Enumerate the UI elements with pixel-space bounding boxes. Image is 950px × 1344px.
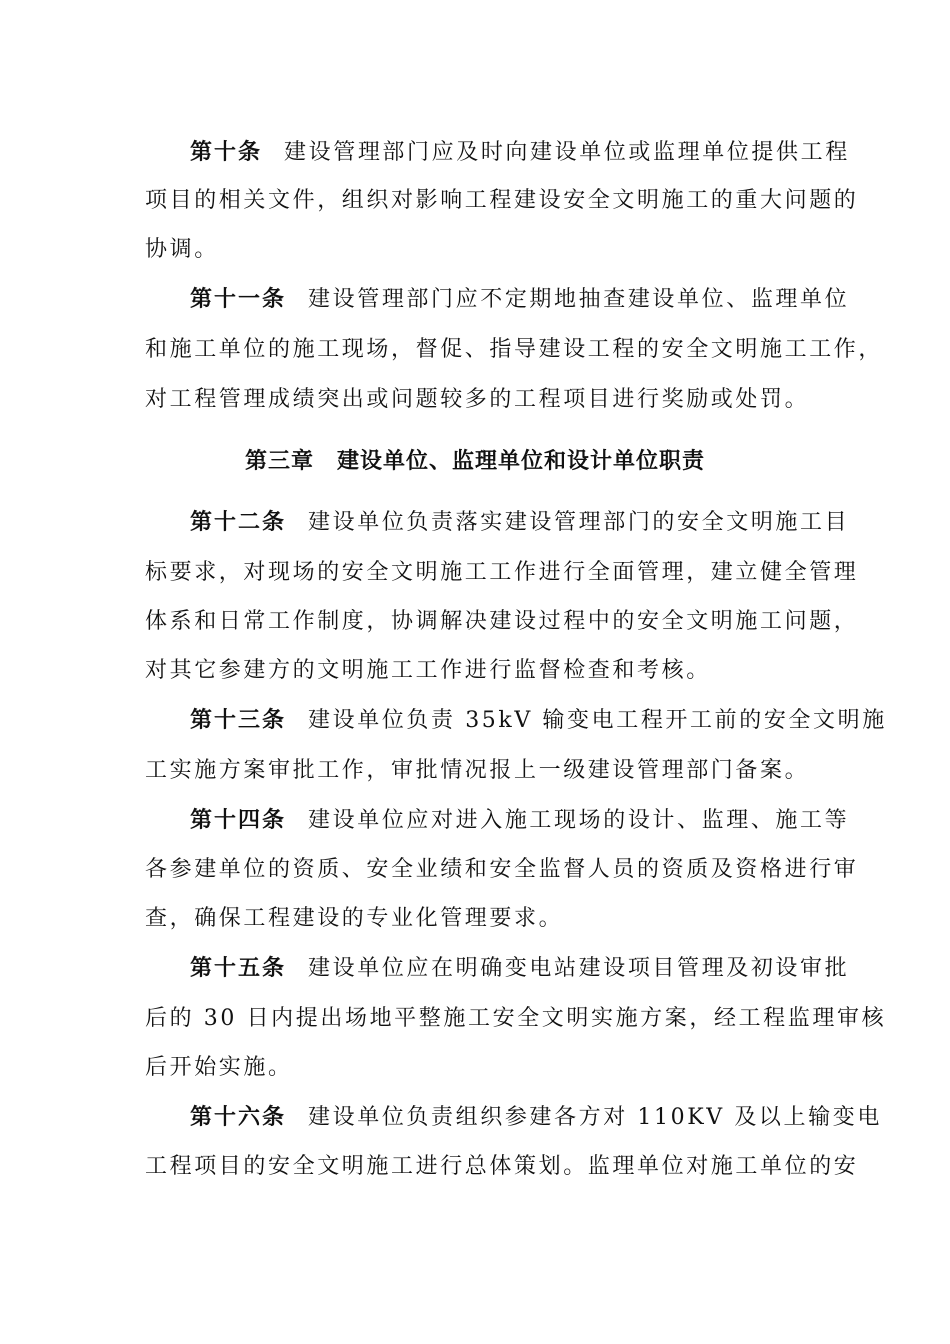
article-10-line-3: 协调。 <box>145 237 219 262</box>
article-16-line-2: 工程项目的安全文明施工进行总体策划。监理单位对施工单位的安 <box>145 1154 859 1179</box>
article-14-line-3: 查，确保工程建设的专业化管理要求。 <box>145 906 564 931</box>
article-11-line-2: 和施工单位的施工现场，督促、指导建设工程的安全文明施工工作， <box>145 337 884 362</box>
article-12-line-4: 对其它参建方的文明施工工作进行监督检查和考核。 <box>145 658 711 683</box>
article-text: 建设管理部门应及时向建设单位或监理单位提供工程 <box>284 140 850 165</box>
article-text: 建设单位负责 35kV 输变电工程开工前的安全文明施 <box>308 708 887 733</box>
article-14-line-2: 各参建单位的资质、安全业绩和安全监督人员的资质及资格进行审 <box>145 857 859 882</box>
article-10-line-1 <box>0 138 950 168</box>
article-number: 第十三条 <box>190 708 287 733</box>
article-11-line-1 <box>0 285 950 315</box>
article-number: 第十二条 <box>190 510 287 535</box>
article-10-line-2: 项目的相关文件，组织对影响工程建设安全文明施工的重大问题的 <box>145 188 859 213</box>
article-11-line-3: 对工程管理成绩突出或问题较多的工程项目进行奖励或处罚。 <box>145 387 810 412</box>
article-text: 建设单位应在明确变电站建设项目管理及初设审批 <box>308 956 850 981</box>
article-13-line-1 <box>0 706 950 736</box>
article-text: 建设单位负责组织参建各方对 110KV 及以上输变电 <box>308 1105 882 1130</box>
article-number: 第十一条 <box>190 287 287 312</box>
chapter-heading: 第三章 建设单位、监理单位和设计单位职责 <box>244 449 705 474</box>
article-16-line-1 <box>0 1103 950 1133</box>
article-text: 建设单位应对进入施工现场的设计、监理、施工等 <box>308 808 850 833</box>
article-12-line-3: 体系和日常工作制度，协调解决建设过程中的安全文明施工问题， <box>145 609 859 634</box>
article-14-line-1 <box>0 806 950 836</box>
article-number: 第十五条 <box>190 956 287 981</box>
article-12-line-2: 标要求，对现场的安全文明施工工作进行全面管理，建立健全管理 <box>145 560 859 585</box>
article-12-line-1 <box>0 508 950 538</box>
article-15-line-3: 后开始实施。 <box>145 1055 293 1080</box>
article-text: 建设单位负责落实建设管理部门的安全文明施工目 <box>308 510 850 535</box>
article-text: 建设管理部门应不定期地抽查建设单位、监理单位 <box>308 287 850 312</box>
article-number: 第十四条 <box>190 808 287 833</box>
article-number: 第十六条 <box>190 1105 287 1130</box>
article-15-line-1 <box>0 954 950 984</box>
article-13-line-2: 工实施方案审批工作，审批情况报上一级建设管理部门备案。 <box>145 758 810 783</box>
article-number: 第十条 <box>190 140 263 165</box>
article-15-line-2: 后的 30 日内提出场地平整施工安全文明实施方案，经工程监理审核 <box>145 1006 887 1031</box>
